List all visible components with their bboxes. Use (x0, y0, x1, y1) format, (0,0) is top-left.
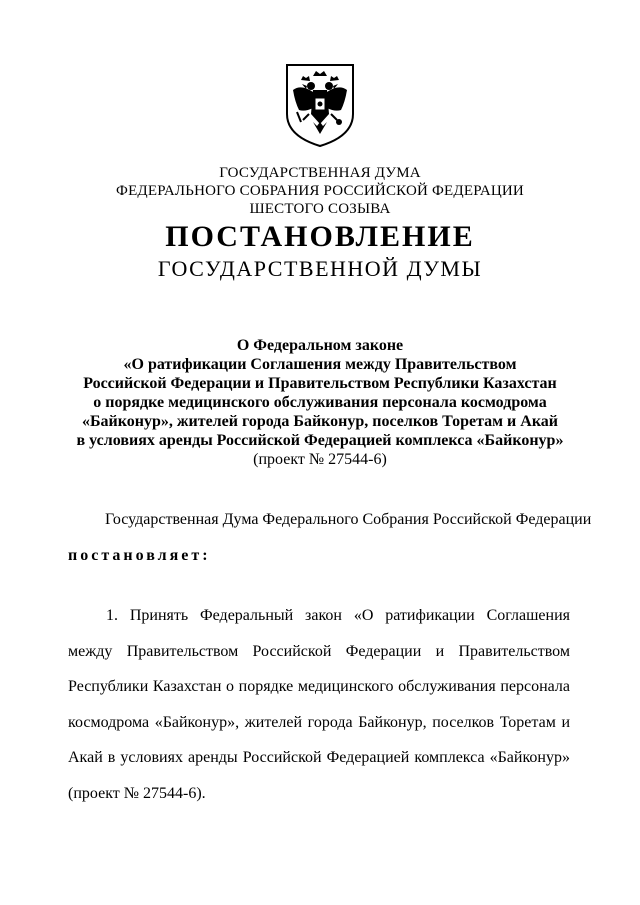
subject-line: «Байконур», жителей города Байконур, поселков Торетам и Акай (81, 413, 559, 430)
document-issuer-title: ГОСУДАРСТВЕННОЙ ДУМЫ (157, 256, 483, 281)
header-line-duma: ГОСУДАРСТВЕННАЯ ДУМА (219, 165, 421, 181)
resolution-item-1: 1. Принять Федеральный закон «О ратификации Соглашения между Правительством Российской Федерации и Правительством Республики Казахстан о порядке медицинского обслуживания персонала космодрома «Байконур», жителей города Байконур, поселков Торетам и Акай в условиях аренды Российской Федерацией комплекса «Байконур» (проект № 27544-6). (68, 607, 570, 802)
intro-paragraph: Государственная Дума Федерального Собрания Российской Федерации (105, 511, 592, 528)
document-subject (0, 336, 640, 469)
issuing-body-header (0, 164, 640, 218)
subject-line: О Федеральном законе (236, 337, 404, 354)
header-line-convocation: ШЕСТОГО СОЗЫВА (249, 201, 391, 217)
subject-line: в условиях аренды Российской Федерацией комплекса «Байконур» (76, 432, 564, 449)
subject-line: Российской Федерации и Правительством Республики Казахстан (83, 375, 557, 392)
subject-line: «О ратификации Соглашения между Правительством (123, 356, 517, 373)
subject-line: о порядке медицинского обслуживания персонала космодрома (93, 394, 547, 411)
decree-word: постановляет: (68, 547, 211, 564)
project-number: (проект № 27544-6) (253, 451, 387, 468)
header-line-assembly: ФЕДЕРАЛЬНОГО СОБРАНИЯ РОССИЙСКОЙ ФЕДЕРАЦИИ (116, 183, 524, 199)
coat-of-arms-icon (283, 62, 357, 148)
document-type-title: ПОСТАНОВЛЕНИЕ (165, 220, 475, 253)
